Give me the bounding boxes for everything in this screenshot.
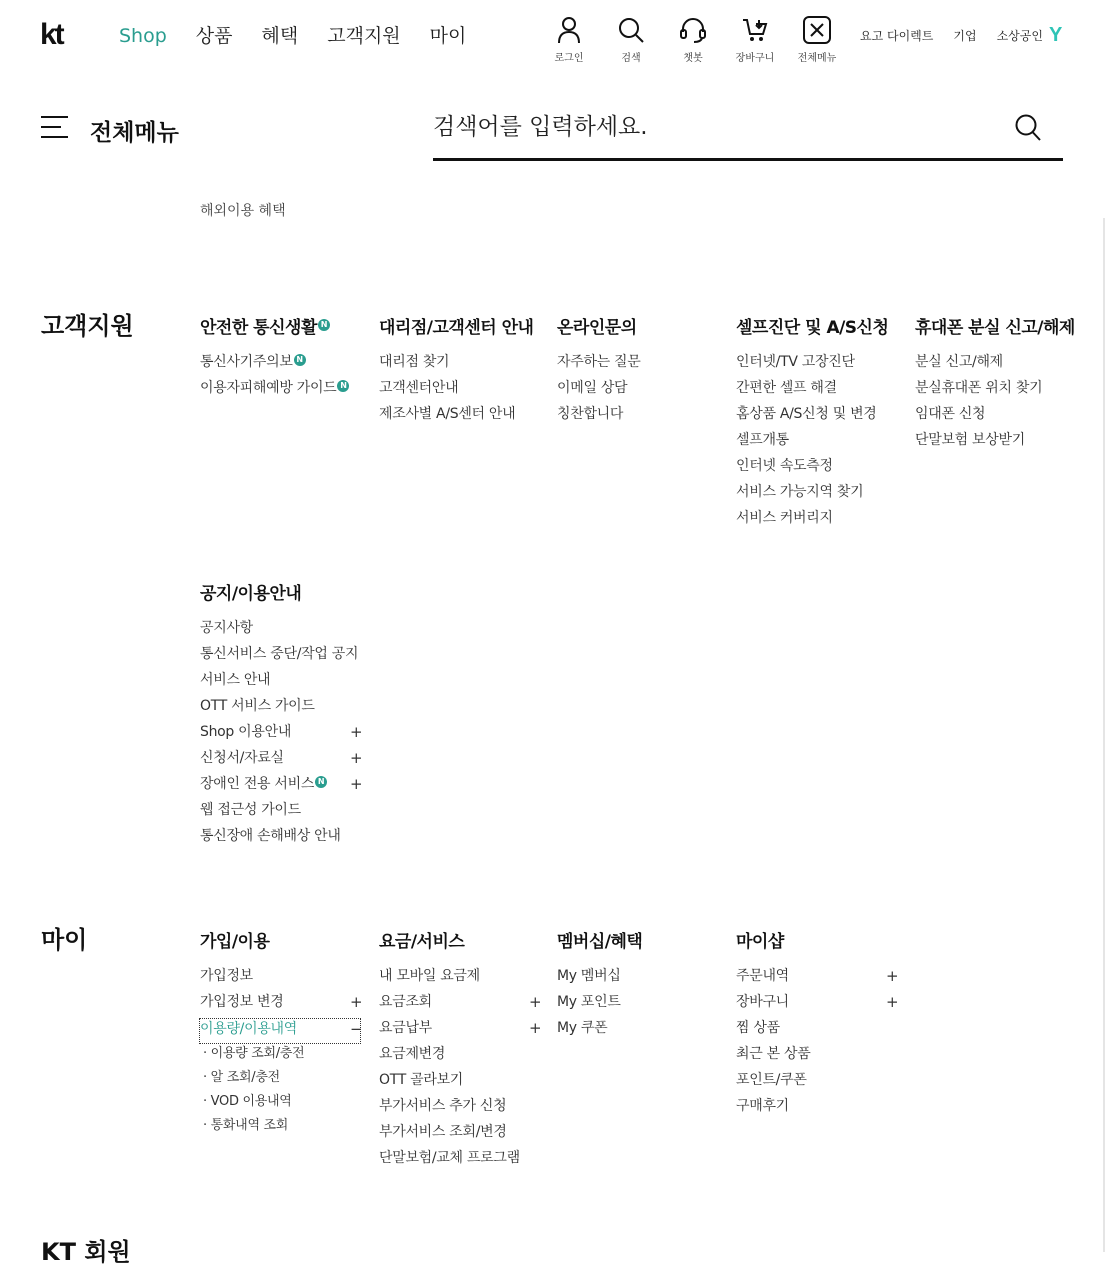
hamburger-icon[interactable] [41, 116, 68, 138]
menu-item-label: 분실휴대폰 위치 찾기 [915, 380, 1043, 396]
menu-column [557, 313, 727, 430]
menu-item-label: 부가서비스 조회/변경 [379, 1124, 507, 1140]
expand-icon[interactable]: + [886, 993, 899, 1011]
menu-item-label: 제조사별 A/S센터 안내 [379, 406, 516, 422]
menu-item-label: 요금납부 [379, 1020, 432, 1036]
menu-item[interactable] [200, 644, 370, 670]
menu-column [736, 313, 906, 534]
menu-item[interactable] [736, 966, 906, 992]
menu-item[interactable] [915, 378, 1085, 404]
menu-item-label: 단말보험/교체 프로그램 [379, 1150, 520, 1166]
expand-icon[interactable]: + [350, 749, 363, 767]
menu-item[interactable] [200, 670, 370, 696]
menu-item[interactable] [379, 1096, 549, 1122]
menu-item-label: 서비스 커버리지 [736, 510, 833, 526]
menu-item-label: 홈상품 A/S신청 및 변경 [736, 406, 877, 422]
column-heading[interactable] [200, 579, 370, 604]
menu-item[interactable] [557, 966, 727, 992]
menu-item-label: 이용량/이용내역 [200, 1021, 297, 1037]
column-heading[interactable] [557, 927, 727, 952]
utility-menu [538, 16, 848, 64]
menu-item-label: 신청서/자료실 [200, 750, 284, 766]
menu-item-label: 요금조회 [379, 994, 432, 1010]
menu-item-label: 인터넷 속도측정 [736, 458, 833, 474]
menu-item-label: 장애인 전용 서비스 [200, 776, 315, 792]
menu-item-label: 가입정보 [200, 968, 253, 984]
section-title-support: 고객지원 [41, 312, 134, 340]
menu-item-label: OTT 골라보기 [379, 1072, 464, 1088]
menu-item[interactable] [915, 404, 1085, 430]
column-heading[interactable] [379, 313, 549, 338]
menu-item-label: 분실 신고/해제 [915, 354, 1003, 370]
menu-item-label: My 쿠폰 [557, 1020, 608, 1036]
menu-item-label: 셀프개통 [736, 432, 789, 448]
menu-item[interactable] [379, 1070, 549, 1096]
menu-item-label: 최근 본 상품 [736, 1046, 811, 1062]
menu-item-label: 임대폰 신청 [915, 406, 986, 422]
search-input[interactable] [433, 104, 993, 150]
column-heading[interactable] [736, 313, 906, 338]
business-links [860, 24, 1062, 47]
column-heading-label: 셀프진단 및 A/S신청 [736, 318, 889, 338]
menu-item[interactable] [379, 1148, 549, 1174]
menu-column [200, 927, 370, 1140]
search-icon[interactable] [1015, 114, 1041, 146]
menu-item-label: 대리점 찾기 [379, 354, 450, 370]
menu-item-label: · 통화내역 조회 [203, 1118, 289, 1133]
menu-item-label: 장바구니 [736, 994, 789, 1010]
scrollbar[interactable] [1103, 218, 1105, 1252]
menu-item[interactable] [379, 404, 549, 430]
menu-item[interactable] [379, 352, 549, 378]
menu-item[interactable] [736, 482, 906, 508]
menu-item[interactable] [200, 352, 370, 378]
menu-item[interactable] [199, 1018, 361, 1044]
menu-item-label: 요금제변경 [379, 1046, 446, 1062]
column-heading-label: 멤버십/혜택 [557, 932, 643, 952]
menu-item[interactable] [736, 352, 906, 378]
column-heading[interactable] [557, 313, 727, 338]
column-heading[interactable] [379, 927, 549, 952]
column-heading-label: 안전한 통신생활 [200, 318, 317, 338]
cart-icon [741, 16, 769, 44]
headset-icon [679, 16, 707, 44]
column-heading-label: 대리점/고객센터 안내 [379, 318, 534, 338]
new-badge: N [337, 380, 349, 392]
expand-icon[interactable]: + [350, 775, 363, 793]
menu-item[interactable] [915, 430, 1085, 456]
menu-item[interactable] [736, 1044, 906, 1070]
small-business-link[interactable]: 소상공인 [996, 29, 1043, 43]
person-icon [555, 16, 583, 44]
collapse-icon[interactable]: − [350, 1020, 363, 1038]
menu-item-label: · 알 조회/충전 [203, 1070, 280, 1085]
nav-my[interactable]: 마이 [429, 25, 467, 47]
menu-item[interactable] [200, 966, 370, 992]
menu-item-label: 공지사항 [200, 620, 253, 636]
menu-item[interactable] [379, 1018, 549, 1044]
menu-item-label: 서비스 안내 [200, 672, 271, 688]
expand-icon[interactable]: + [886, 967, 899, 985]
menu-item[interactable] [736, 508, 906, 534]
all-menu-bar [0, 104, 1107, 166]
menu-item[interactable] [200, 696, 370, 722]
menu-column [200, 313, 370, 404]
global-nav [119, 22, 495, 50]
menu-item[interactable] [379, 1044, 549, 1070]
expand-icon[interactable]: + [529, 993, 542, 1011]
enterprise-link[interactable]: 기업 [953, 29, 977, 43]
menu-item[interactable] [736, 430, 906, 456]
search-icon [617, 16, 645, 44]
menu-item-label: My 포인트 [557, 994, 621, 1010]
menu-item-label: Shop 이용안내 [200, 724, 292, 740]
menu-item-label: · VOD 이용내역 [203, 1094, 292, 1109]
menu-item-label: 통신서비스 중단/작업 공지 [200, 646, 359, 662]
new-badge: N [315, 776, 327, 788]
search-button[interactable]: 검색 [600, 16, 662, 64]
menu-item[interactable] [557, 352, 727, 378]
expand-icon[interactable]: + [529, 1019, 542, 1037]
menu-item[interactable] [557, 1018, 727, 1044]
header [0, 0, 1107, 80]
menu-item[interactable] [736, 1018, 906, 1044]
cart-button[interactable]: 장바구니 [724, 16, 786, 64]
column-heading-label: 온라인문의 [557, 318, 637, 338]
menu-item[interactable] [557, 378, 727, 404]
section-title-my: 마이 [41, 926, 88, 954]
column-heading-label: 요금/서비스 [379, 932, 465, 952]
menu-item[interactable] [736, 378, 906, 404]
new-badge: N [294, 354, 306, 366]
all-menu-title: 전체메뉴 [90, 120, 179, 146]
submenu-item[interactable] [200, 1068, 370, 1092]
expand-icon[interactable]: + [350, 993, 363, 1011]
menu-item[interactable] [200, 774, 370, 800]
menu-item[interactable] [379, 378, 549, 404]
menu-item-label: 고객센터안내 [379, 380, 459, 396]
menu-item[interactable] [379, 1122, 549, 1148]
menu-item[interactable] [736, 404, 906, 430]
menu-item[interactable] [200, 722, 370, 748]
menu-item-label: 서비스 가능지역 찾기 [736, 484, 864, 500]
menu-item-label: 통신사기주의보 [200, 354, 293, 370]
menu-item-label: 이용자피해예방 가이드 [200, 380, 337, 396]
menu-item-label: OTT 서비스 가이드 [200, 698, 315, 714]
menu-item[interactable] [200, 826, 370, 852]
menu-column [379, 313, 549, 430]
nav-products[interactable]: 상품 [195, 25, 233, 47]
menu-item[interactable] [915, 352, 1085, 378]
menu-item[interactable] [200, 378, 370, 404]
login-button[interactable]: 로그인 [538, 16, 600, 64]
section-title-kt-member: KT 회원 [41, 1238, 131, 1266]
chatbot-button[interactable]: 챗봇 [662, 16, 724, 64]
column-heading-label: 가입/이용 [200, 932, 270, 952]
menu-item-label: 내 모바일 요금제 [379, 968, 480, 984]
menu-item[interactable] [557, 404, 727, 430]
submenu-item[interactable] [200, 1044, 370, 1068]
expand-icon[interactable]: + [350, 723, 363, 741]
column-heading[interactable] [200, 927, 370, 952]
menu-item-label: 이메일 상담 [557, 380, 628, 396]
menu-column [200, 579, 370, 852]
nav-benefits[interactable]: 혜택 [261, 25, 299, 47]
menu-item[interactable] [736, 992, 906, 1018]
column-heading[interactable] [200, 313, 370, 338]
menu-item[interactable] [200, 800, 370, 826]
y-logo[interactable]: Y [1048, 24, 1063, 46]
menu-item[interactable] [736, 1096, 906, 1122]
menu-item-label: 통신장애 손해배상 안내 [200, 828, 341, 844]
menu-item-label: 찜 상품 [736, 1020, 780, 1036]
menu-item[interactable] [200, 618, 370, 644]
menu-column [379, 927, 549, 1174]
menu-item-label: · 이용량 조회/충전 [203, 1046, 305, 1061]
menu-column [557, 927, 727, 1044]
submenu-item[interactable] [200, 1116, 370, 1140]
menu-column [736, 927, 906, 1122]
menu-item-label: 간편한 셀프 해결 [736, 380, 837, 396]
column-heading[interactable] [915, 313, 1085, 338]
menu-item[interactable] [200, 748, 370, 774]
menu-item-label: 인터넷/TV 고장진단 [736, 354, 855, 370]
column-heading-label: 휴대폰 분실 신고/해제 [915, 318, 1075, 338]
nav-shop[interactable]: Shop [119, 25, 167, 47]
column-heading-label: 마이샵 [736, 932, 784, 952]
menu-item-label: 단말보험 보상받기 [915, 432, 1025, 448]
column-heading[interactable] [736, 927, 906, 952]
search-box [433, 104, 1063, 161]
menu-item[interactable] [557, 992, 727, 1018]
submenu-item[interactable] [200, 1092, 370, 1116]
all-menu-close-button[interactable]: 전체메뉴 [786, 16, 848, 64]
menu-item-label: My 멤버십 [557, 968, 621, 984]
menu-item-label: 부가서비스 추가 신청 [379, 1098, 507, 1114]
new-badge: N [318, 319, 330, 331]
menu-item-label: 웹 접근성 가이드 [200, 802, 301, 818]
menu-item-label: 포인트/쿠폰 [736, 1072, 807, 1088]
menu-item-label: 주문내역 [736, 968, 789, 984]
column-heading-label: 공지/이용안내 [200, 584, 302, 604]
menu-item[interactable] [379, 992, 549, 1018]
menu-item-label: 구매후기 [736, 1098, 789, 1114]
cut-off-item: 해외이용 혜택 [200, 203, 286, 219]
menu-item-label: 자주하는 질문 [557, 354, 641, 370]
menu-item[interactable] [379, 966, 549, 992]
menu-item[interactable] [200, 992, 370, 1018]
close-box-icon [803, 16, 831, 44]
menu-item-label: 칭찬합니다 [557, 406, 624, 422]
menu-item[interactable] [736, 456, 906, 482]
nav-support[interactable]: 고객지원 [327, 25, 401, 47]
menu-item[interactable] [736, 1070, 906, 1096]
yogo-direct-link[interactable]: 요고 다이렉트 [860, 29, 934, 43]
kt-logo[interactable]: kt [40, 18, 63, 51]
menu-item-label: 가입정보 변경 [200, 994, 284, 1010]
menu-column [915, 313, 1085, 456]
